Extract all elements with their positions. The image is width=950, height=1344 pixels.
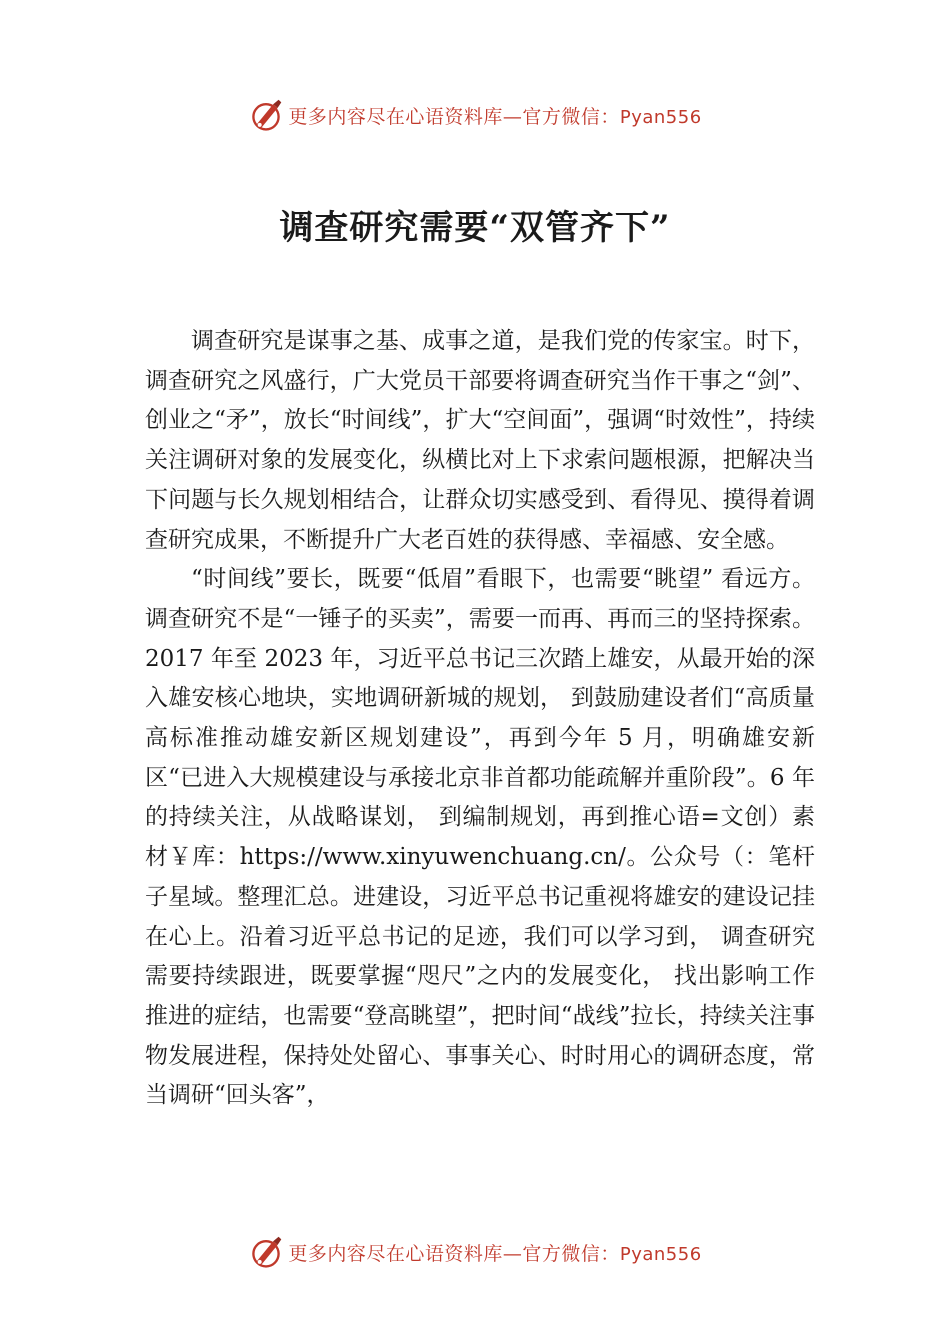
- paragraph: 调查研究是谋事之基、成事之道，是我们党的传家宝。时下，调查研究之风盛行，广大党员干部要将调查研究当作干事之“剑”、创业之“矛”，放长“时间线”，扩大“空间面”，强调“时效性”，持续关注调研对象的发展变化，纵横比对上下求索问题根源，把解决当下问题与长久规划相结合，让群众切实感受到、看得见、摸得着调查研究成果，不断提升广大老百姓的获得感、幸福感、安全感。: [145, 328, 815, 553]
- watermark-text: 更多内容尽在心语资料库—官方微信：Pyan556: [288, 105, 702, 128]
- paragraph: “时间线”要长，既要“低眉”看眼下，也需要“眺望” 看远方。调查研究不是“一锤子的买卖”，需要一而再、再而三的坚持探索。2017 年至 2023 年，习近平总书记三次踏上雄安，从最开始的深入雄安核心地块，实地调研新城的规划， 到鼓励建设者们“高质量高标准推动雄安新区规划建设”，再到今年 5 月，明确雄安新区“已进入大规模建设与承接北京非首都功能疏解并重阶段”。6 年的持续关注，从战略谋划， 到编制规划，再到推心语=文创）素材￥库：https://www.xinyuwenchuang.cn/。公众号（：笔杆子星域。整理汇总。进建设，习近平总书记重视将雄安的建设记挂在心上。沿着习近平总书记的足迹，我们可以学习到， 调查研究需要持续跟进，既要掌握“咫尺”之内的发展变化， 找出影响工作推进的症结，也需要“登高眺望”，把时间“战线”拉长，持续关注事物发展进程，保持处处留心、事事关心、时时用心的调研态度，常当调研“回头客”，: [145, 566, 815, 1109]
- watermark-text: 更多内容尽在心语资料库—官方微信：Pyan556: [288, 1242, 702, 1265]
- document-body: [145, 322, 815, 1116]
- document-title: 调查研究需要“双管齐下”: [279, 208, 671, 248]
- pen-nib-logo-icon: [248, 97, 284, 133]
- pen-nib-logo-icon: [248, 1234, 284, 1270]
- footer-watermark-banner: [0, 1232, 950, 1272]
- header-watermark-banner: [0, 95, 950, 135]
